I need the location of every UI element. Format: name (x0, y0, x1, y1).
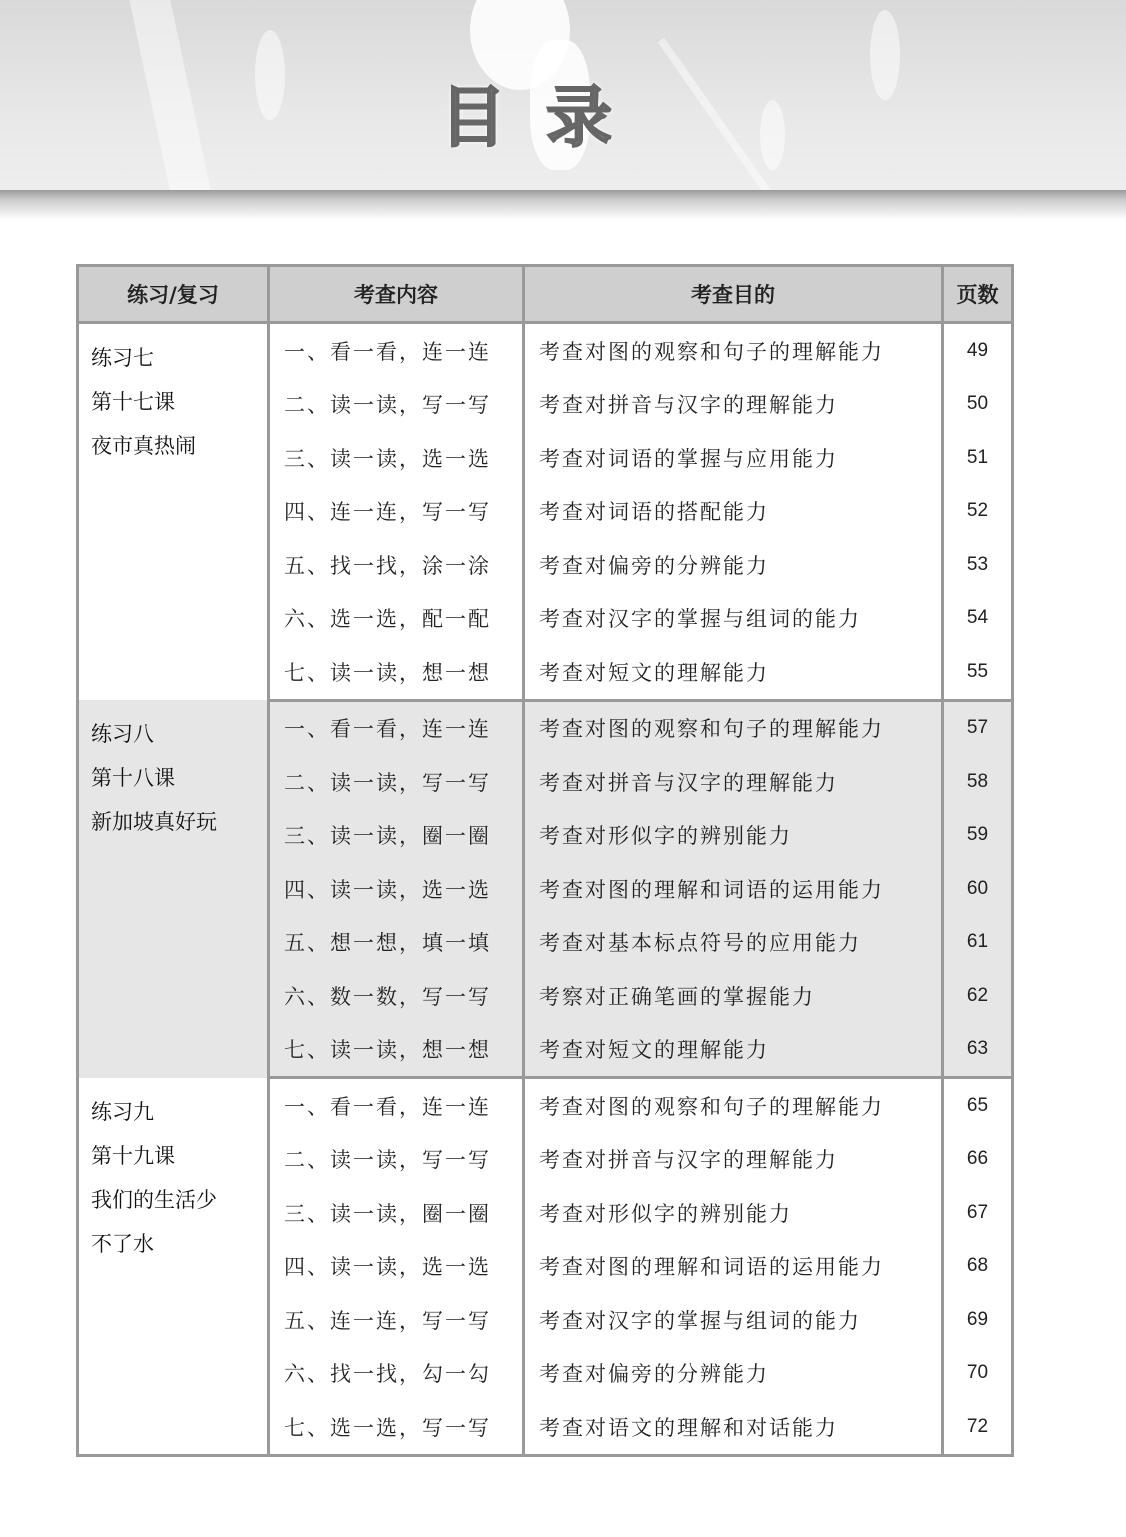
column-header: 考查内容 (269, 266, 524, 323)
content-cell: 四、读一读，选一选 (269, 1240, 524, 1294)
lesson-line: 练习七 (91, 346, 154, 370)
page-number: 62 (943, 969, 1013, 1023)
table-row (78, 1078, 1013, 1133)
content-cell: 三、读一读，圈一圈 (269, 1186, 524, 1240)
content-cell: 一、看一看，连一连 (269, 700, 524, 755)
purpose-cell: 考查对图的理解和词语的运用能力 (524, 1240, 943, 1294)
lesson-line: 练习九 (91, 1099, 154, 1124)
lesson-line: 第十九课 (91, 1143, 175, 1168)
purpose-cell: 考查对短文的理解能力 (524, 1023, 943, 1078)
purpose-cell: 考查对形似字的辨别能力 (524, 1186, 943, 1240)
column-header: 考查目的 (524, 266, 943, 323)
purpose-cell: 考查对拼音与汉字的理解能力 (524, 378, 943, 432)
page-number: 51 (943, 431, 1013, 485)
page-number: 61 (943, 916, 1013, 970)
content-cell: 七、选一选，写一写 (269, 1400, 524, 1455)
purpose-cell: 考查对汉字的掌握与组词的能力 (524, 1293, 943, 1347)
content-cell: 四、读一读，选一选 (269, 862, 524, 916)
page-number: 57 (943, 700, 1013, 755)
banner-shadow (0, 190, 1126, 220)
purpose-cell: 考查对汉字的掌握与组词的能力 (524, 592, 943, 646)
content-cell: 一、看一看，连一连 (269, 1078, 524, 1133)
column-header: 练习/复习 (78, 266, 269, 323)
page-number: 69 (943, 1293, 1013, 1347)
table-row (78, 323, 1013, 378)
page-number: 72 (943, 1400, 1013, 1455)
content-cell: 二、读一读，写一写 (269, 1133, 524, 1187)
page-number: 68 (943, 1240, 1013, 1294)
purpose-cell: 考察对正确笔画的掌握能力 (524, 969, 943, 1023)
page-number: 70 (943, 1347, 1013, 1401)
content-cell: 四、连一连，写一写 (269, 485, 524, 539)
page-number: 53 (943, 538, 1013, 592)
purpose-cell: 考查对形似字的辨别能力 (524, 809, 943, 863)
content-cell: 一、看一看，连一连 (269, 323, 524, 378)
purpose-cell: 考查对图的观察和句子的理解能力 (524, 700, 943, 755)
page-number: 66 (943, 1133, 1013, 1187)
content-cell: 二、读一读，写一写 (269, 378, 524, 432)
lesson-line: 我们的生活少 (91, 1187, 217, 1212)
table-row (78, 700, 1013, 755)
lesson-cell (78, 700, 269, 1078)
contents-table (76, 264, 1014, 1457)
page-number: 50 (943, 378, 1013, 432)
purpose-cell: 考查对拼音与汉字的理解能力 (524, 1133, 943, 1187)
purpose-cell: 考查对图的观察和句子的理解能力 (524, 1078, 943, 1133)
column-header: 页数 (943, 266, 1013, 323)
page-number: 54 (943, 592, 1013, 646)
lesson-line: 第十七课 (91, 390, 175, 414)
page-number: 58 (943, 755, 1013, 809)
content-cell: 七、读一读，想一想 (269, 1023, 524, 1078)
page-number: 55 (943, 645, 1013, 700)
purpose-cell: 考查对拼音与汉字的理解能力 (524, 755, 943, 809)
page-number: 65 (943, 1078, 1013, 1133)
purpose-cell: 考查对图的理解和词语的运用能力 (524, 862, 943, 916)
purpose-cell: 考查对词语的搭配能力 (524, 485, 943, 539)
content-cell: 五、想一想，填一填 (269, 916, 524, 970)
purpose-cell: 考查对偏旁的分辨能力 (524, 538, 943, 592)
title-char: 目 (440, 79, 506, 156)
page-number: 49 (943, 323, 1013, 378)
page-title (440, 78, 612, 158)
purpose-cell: 考查对语文的理解和对话能力 (524, 1400, 943, 1455)
content-cell: 三、读一读，选一选 (269, 431, 524, 485)
page-number: 67 (943, 1186, 1013, 1240)
content-cell: 三、读一读，圈一圈 (269, 809, 524, 863)
content-cell: 七、读一读，想一想 (269, 645, 524, 700)
content-cell: 六、找一找，勾一勾 (269, 1347, 524, 1401)
content-cell: 五、连一连，写一写 (269, 1293, 524, 1347)
purpose-cell: 考查对短文的理解能力 (524, 645, 943, 700)
content-cell: 六、数一数，写一写 (269, 969, 524, 1023)
content-cell: 五、找一找，涂一涂 (269, 538, 524, 592)
purpose-cell: 考查对词语的掌握与应用能力 (524, 431, 943, 485)
page-number: 60 (943, 862, 1013, 916)
purpose-cell: 考查对偏旁的分辨能力 (524, 1347, 943, 1401)
lesson-line: 新加坡真好玩 (91, 810, 217, 834)
page-number: 63 (943, 1023, 1013, 1078)
page-number: 59 (943, 809, 1013, 863)
lesson-line: 第十八课 (91, 766, 175, 790)
lesson-cell (78, 1078, 269, 1456)
page-number: 52 (943, 485, 1013, 539)
lesson-line: 夜市真热闹 (91, 434, 196, 458)
title-char: 录 (546, 79, 612, 156)
content-cell: 六、选一选，配一配 (269, 592, 524, 646)
lesson-cell (78, 323, 269, 701)
lesson-line: 不了水 (91, 1231, 154, 1256)
content-cell: 二、读一读，写一写 (269, 755, 524, 809)
lesson-line: 练习八 (91, 722, 154, 746)
table-header-row (78, 266, 1013, 323)
purpose-cell: 考查对图的观察和句子的理解能力 (524, 323, 943, 378)
purpose-cell: 考查对基本标点符号的应用能力 (524, 916, 943, 970)
